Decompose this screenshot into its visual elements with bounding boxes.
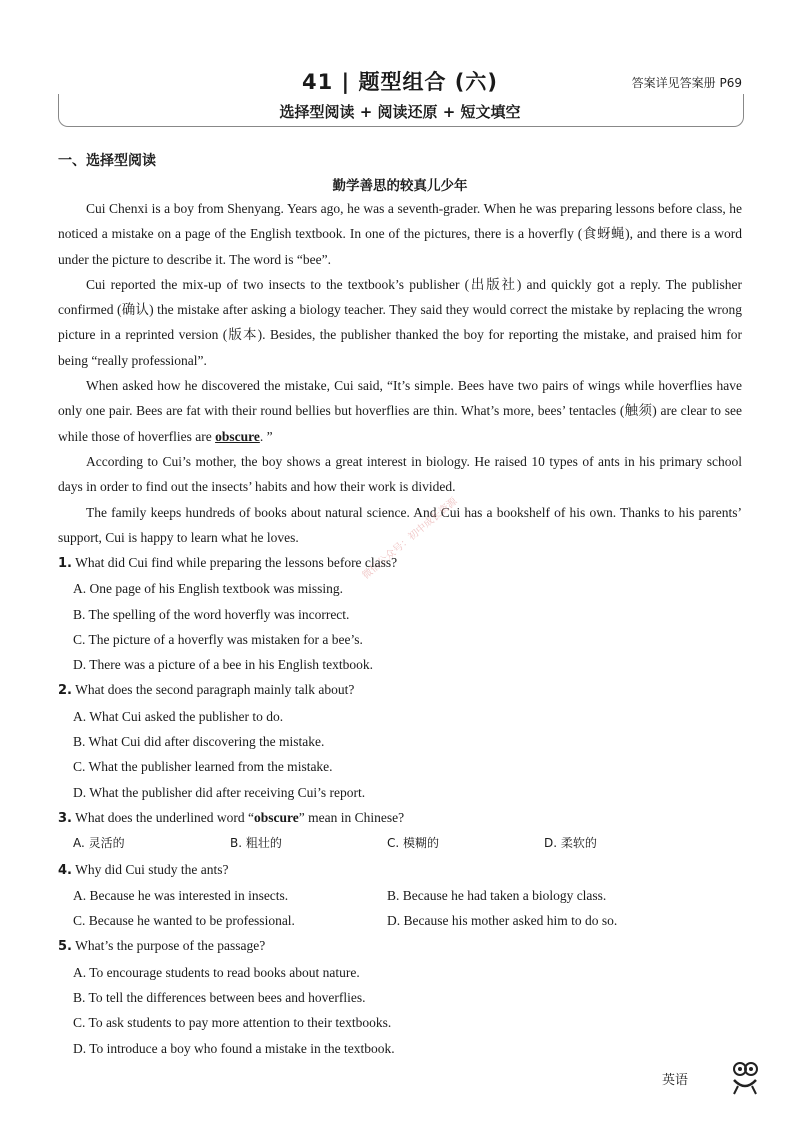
option-c[interactable]: C. What the publisher learned from the mistake. bbox=[73, 759, 333, 775]
question-number: 1. bbox=[58, 556, 72, 571]
option-a[interactable]: A. One page of his English textbook was missing. bbox=[73, 581, 343, 597]
passage-paragraph: The family keeps hundreds of books about natural science. And Cui has a bookshelf of his own. Thanks to his parents’ support, Cui is happy to learn what he loves. bbox=[58, 504, 742, 545]
passage-title: 勤学善思的较真儿少年 bbox=[332, 178, 468, 194]
question-text: What does the second paragraph mainly talk about? bbox=[75, 682, 355, 698]
answer-reference: 答案详见答案册 P69 bbox=[631, 76, 742, 90]
watermark: 微信公众号：初中成长资源 bbox=[360, 495, 460, 582]
option-c[interactable]: C. 模糊的 bbox=[387, 836, 440, 851]
passage-paragraph: According to Cui’s mother, the boy shows a great interest in biology. He raised 10 types of ants in his primary school days in order to find out the insects’ habits and how their work is divided. bbox=[58, 453, 742, 495]
reading-passage bbox=[58, 196, 742, 550]
option-c[interactable]: C. To ask students to pay more attention to their textbooks. bbox=[73, 1015, 392, 1031]
question-text: What does the underlined word “ bbox=[75, 809, 254, 825]
option-b[interactable]: B. To tell the differences between bees and hoverflies. bbox=[73, 990, 366, 1006]
question-number: 4. bbox=[58, 862, 72, 878]
page-subtitle: 选择型阅读 + 阅读还原 + 短文填空 bbox=[279, 103, 521, 121]
option-b[interactable]: B. 粗壮的 bbox=[230, 836, 282, 851]
question-4 bbox=[58, 857, 742, 883]
question-number: 3. bbox=[58, 810, 72, 826]
option-b[interactable]: B. The spelling of the word hoverfly was incorrect. bbox=[73, 606, 350, 622]
option-d[interactable]: D. 柔软的 bbox=[544, 836, 597, 851]
question-text: Why did Cui study the ants? bbox=[75, 861, 229, 877]
question-3 bbox=[58, 805, 742, 831]
page-title: 41 | 题型组合 (六) bbox=[301, 70, 499, 94]
option-b[interactable]: B. Because he had taken a biology class. bbox=[387, 887, 607, 903]
passage-paragraph: Cui Chenxi is a boy from Shenyang. Years ago, he was a seventh-grader. When he was preparing lessons before class, he noticed a mistake on a page of the English textbook. In one of the pictures, there is a hoverfly (食蚜蝇), and there is a word under the picture to describe it. The word is “bee”. bbox=[58, 201, 742, 267]
passage-paragraph bbox=[58, 373, 742, 449]
option-d[interactable]: D. There was a picture of a bee in his English textbook. bbox=[73, 657, 374, 673]
question-list bbox=[58, 550, 742, 1061]
cartoon-mascot-icon bbox=[728, 1060, 762, 1096]
option-a[interactable]: A. What Cui asked the publisher to do. bbox=[73, 708, 284, 724]
question-1 bbox=[58, 550, 742, 576]
underlined-keyword: obscure bbox=[215, 428, 260, 444]
option-d[interactable]: D. What the publisher did after receiving Cui’s report. bbox=[73, 784, 366, 800]
option-row bbox=[73, 883, 742, 908]
question-5 bbox=[58, 933, 742, 959]
paragraph-text: . ” bbox=[259, 428, 273, 444]
option-c[interactable]: C. The picture of a hoverfly was mistaken for a bee’s. bbox=[73, 631, 363, 647]
option-c[interactable]: C. Because he wanted to be professional. bbox=[73, 913, 295, 929]
paragraph-text: When asked how he discovered the mistake, Cui said, “It’s simple. Bees have two pairs of wings while hoverflies have only one pair. Bees are fat with their round bellies but hoverflies are thin. What’s more, bees’ tentacles (触须) are clear to see while those of hoverflies are bbox=[58, 378, 742, 444]
option-row bbox=[73, 831, 742, 856]
option-a[interactable]: A. To encourage students to read books about nature. bbox=[73, 964, 360, 980]
question-text: What’s the purpose of the passage? bbox=[75, 938, 266, 954]
question-2 bbox=[58, 677, 742, 703]
footer-subject: 英语 bbox=[662, 1073, 689, 1088]
option-d[interactable]: D. To introduce a boy who found a mistake in the textbook. bbox=[73, 1040, 395, 1056]
question-number: 2. bbox=[58, 683, 72, 699]
question-text: What did Cui find while preparing the lessons before class? bbox=[75, 555, 398, 570]
option-d[interactable]: D. Because his mother asked him to do so. bbox=[387, 913, 618, 929]
option-a[interactable]: A. 灵活的 bbox=[73, 836, 125, 851]
question-keyword: obscure bbox=[253, 809, 299, 825]
question-number: 5. bbox=[58, 939, 72, 955]
option-a[interactable]: A. Because he was interested in insects. bbox=[73, 887, 289, 903]
question-text: ” mean in Chinese? bbox=[298, 809, 405, 825]
section-heading: 一、选择型阅读 bbox=[58, 153, 156, 169]
passage-paragraph: Cui reported the mix-up of two insects to the textbook’s publisher (出版社) and quickly got a reply. The publisher confirmed (确认) the mistake after asking a biology teacher. They said they would correct the mistake by replacing the wrong picture in a reprinted version (版本). Besides, the publisher thanked the boy for reporting the mistake, and praised him for being “really professional”. bbox=[58, 276, 742, 368]
option-b[interactable]: B. What Cui did after discovering the mistake. bbox=[73, 734, 325, 750]
option-row bbox=[73, 908, 742, 933]
